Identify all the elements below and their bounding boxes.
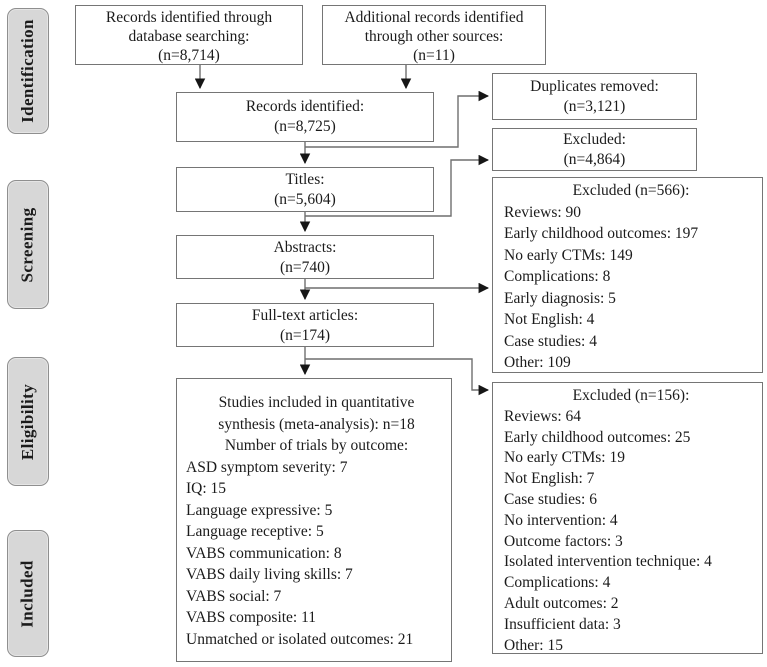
outcome-trial-count: ASD symptom severity: 7 <box>186 458 348 476</box>
excluded-fulltext-header: Excluded (n=156): <box>572 387 690 404</box>
outcome-trial-count: VABS communication: 8 <box>186 544 342 562</box>
exclusion-reason: Other: 109 <box>504 354 571 371</box>
stage-label-text: Included <box>18 559 38 628</box>
box-text-line: through other sources: <box>364 28 504 45</box>
stage-label-included <box>7 530 49 657</box>
outcome-trial-count: Unmatched or isolated outcomes: 21 <box>186 630 414 648</box>
included-header-line: synthesis (meta-analysis): n=18 <box>218 415 415 433</box>
outcome-trial-count: Language receptive: 5 <box>186 523 324 540</box>
box-text-line: Titles: <box>285 171 325 188</box>
box-excluded-after-titles <box>492 128 697 171</box>
box-records-database-search <box>75 5 303 65</box>
exclusion-reason: Complications: 8 <box>504 268 611 285</box>
exclusion-reason: Case studies: 4 <box>504 332 597 350</box>
box-records-identified <box>176 92 434 142</box>
box-text-line: database searching: <box>128 28 250 45</box>
exclusion-reason: Not English: 7 <box>504 470 595 488</box>
stage-label-screening <box>7 180 49 309</box>
box-text-line: (n=174) <box>279 327 331 344</box>
box-duplicates-removed <box>492 73 697 120</box>
exclusion-reason: Reviews: 64 <box>504 407 582 425</box>
exclusion-reason: Outcome factors: 3 <box>504 532 623 550</box>
exclusion-reason: Complications: 4 <box>504 574 611 592</box>
box-text-line: (n=5,604) <box>274 191 336 208</box>
exclusion-reason: Reviews: 90 <box>504 203 582 221</box>
exclusion-reason: Adult outcomes: 2 <box>504 594 619 612</box>
exclusion-reason: No early CTMs: 19 <box>504 449 625 467</box>
box-excluded-after-abstracts <box>492 177 763 373</box>
box-text-line: (n=740) <box>279 259 331 276</box>
box-text-line: (n=8,714) <box>158 47 220 64</box>
included-studies-header <box>186 392 447 457</box>
box-full-text-articles <box>176 303 434 347</box>
outcome-trial-count: VABS daily living skills: 7 <box>186 566 353 583</box>
exclusion-reason: Early childhood outcomes: 197 <box>504 225 699 242</box>
stage-label-text: Identification <box>18 19 38 123</box>
exclusion-reason: Case studies: 6 <box>504 490 597 508</box>
box-text-line: (n=3,121) <box>563 98 626 115</box>
excluded-abstracts-header: Excluded (n=566): <box>572 182 690 199</box>
box-additional-records-other-sources <box>322 5 546 65</box>
stage-label-text: Screening <box>18 206 37 283</box>
box-text-line: (n=4,864) <box>563 151 626 168</box>
outcome-trial-count: Language expressive: 5 <box>186 501 333 519</box>
included-header-line: Studies included in quantitative <box>218 394 415 411</box>
box-titles <box>176 167 434 212</box>
box-text-line: Abstracts: <box>273 239 337 256</box>
included-studies-outcome-list <box>186 457 447 651</box>
box-text-line: (n=8,725) <box>274 118 336 135</box>
exclusion-reason: Isolated intervention technique: 4 <box>504 553 712 571</box>
box-abstracts <box>176 235 434 279</box>
exclusion-reason: Insufficient data: 3 <box>504 615 621 633</box>
included-header-line: Number of trials by outcome: <box>224 437 409 454</box>
stage-label-text: Eligibility <box>18 383 38 460</box>
excluded-abstracts-reason-list <box>504 202 758 374</box>
outcome-trial-count: IQ: 15 <box>186 480 227 497</box>
box-text-line: Records identified: <box>245 98 365 115</box>
exclusion-reason: Other: 15 <box>504 636 563 654</box>
outcome-trial-count: VABS social: 7 <box>186 587 282 605</box>
box-text-line: Excluded: <box>563 131 626 148</box>
stage-label-eligibility <box>7 357 49 486</box>
excluded-fulltext-reason-list <box>504 407 758 657</box>
exclusion-reason: No intervention: 4 <box>504 511 618 529</box>
exclusion-reason: Early childhood outcomes: 25 <box>504 428 691 446</box>
box-text-line: Records identified through <box>105 9 273 26</box>
exclusion-reason: Early diagnosis: 5 <box>504 289 616 307</box>
box-text-line: Additional records identified <box>344 9 524 26</box>
box-text-line: Duplicates removed: <box>530 78 659 95</box>
box-text-line: Full-text articles: <box>251 307 359 324</box>
outcome-trial-count: VABS composite: 11 <box>186 609 317 626</box>
box-included-studies <box>176 378 452 662</box>
stage-label-identification <box>7 8 49 134</box>
exclusion-reason: Not English: 4 <box>504 311 595 328</box>
box-text-line: (n=11) <box>413 47 455 64</box>
exclusion-reason: No early CTMs: 149 <box>504 246 633 264</box>
box-excluded-after-full-text <box>492 382 763 654</box>
